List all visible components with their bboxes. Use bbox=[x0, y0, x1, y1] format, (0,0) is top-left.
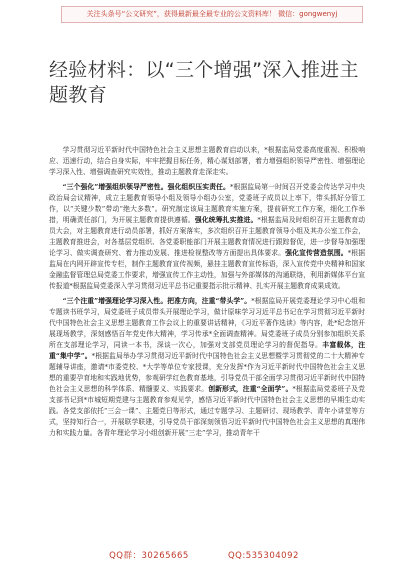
paragraph-2-lead-2: 丰富载体，注重“集中学”。 bbox=[49, 341, 366, 360]
article-title: 经验材料：以“三个增强”深入推进主题教育 bbox=[49, 59, 359, 106]
paragraph-1-body-2: *根据监局及时组织召开主题教育动员大会，对主题教育进行动员部署，抓好方案落实，多次组织召开主题教育领导小组及其办公室工作会，主题教育推进会，对各基层党组织、各党委职能部门开展主题教育情况进行跟踪督促，进一步督导加强理论学习、做实调查研究、着力推动发展、推进检视整改等方面提出具体要求。 bbox=[49, 216, 366, 257]
qq-group: QQ群：30265665 bbox=[109, 551, 189, 561]
contact-footer bbox=[0, 549, 408, 561]
qq-contact: QQ:535304092 bbox=[227, 551, 299, 561]
paragraph-2 bbox=[49, 296, 365, 439]
article-body bbox=[49, 145, 365, 443]
paragraph-1 bbox=[49, 182, 365, 292]
paragraph-1-lead-3: 强化宣传营造氛围。 bbox=[285, 249, 348, 257]
paragraph-1-body-3: *根据监局在内网开辟宣传专栏，制作主题教育宣传视频，悬挂主题教育宣传标语，深入宣传党中央精神和国家金融监督管理总局党委工作要求，增强宣传工作主动性，加强与外部媒体的沟通联络，利用新媒体平台宣传报道*根据监局党委深入学习贯彻习近平总书记重要指示批示精神、扎实开展主题教育成果成效。 bbox=[49, 249, 366, 290]
intro-paragraph: 学习贯彻习近平新时代中国特色社会主义思想主题教育启动以来，*根据监局党委高度重视、积极响应、迅速行动，结合自身实际，牢牢把握目标任务，精心谋划部署，着力增强组织领导严密性、增强理论学习深入性、增强调查研究实效性，推动主题教育走深走实。 bbox=[49, 146, 365, 176]
paragraph-2-body-2: *根据监局举办学习贯彻习近平新时代中国特色社会主义思想暨学习贯彻党的二十大精神专题辅导讲座，邀请*市委党校、*大学等单位专家授课，充分发挥*作为习近平新时代中国特色社会主义思想的重要孕育地和实践地优势，参观研学红色教育基地，引导党员干部全面学习贯彻习近平新时代中国特色社会主义思想的科学体系、精髓要义、实践要求。 bbox=[49, 352, 365, 393]
paragraph-2-lead-3: 创新形式，注重“全面学”。 bbox=[208, 385, 293, 393]
promo-banner: 关注头条号“公文研究”，获得最新最全最专业的公文资料库！ 微信：gongwenyj bbox=[61, 6, 363, 23]
paragraph-2-body: *根据监局开展党委理论学习中心组和专题读书班学习，局党委班子成员带头开展理论学习，做计原味学习习近平总书记在学习贯彻习近平新时代中国特色社会主义思想主题教育工作会议上的重要讲话精神，《习近平著作选读》等内容，赴*纪念馆开展现场教学，深刻感悟百年党史伟大精神，学习传承*全面调查精神。局党委班子成员分别参加组织关系所在支部理论学习，同读一本书，深谈一次心，加强对支部党员理论学习的督促指导。 bbox=[49, 297, 366, 349]
paragraph-1-lead: “三个强化”增强组织领导严密性。强化组织压实责任。 bbox=[62, 183, 230, 191]
paragraph-1-lead-2: 强化统筹扎实推进。 bbox=[194, 216, 258, 224]
paragraph-1-body: *根据监局第一时间召开党委会传达学习中央政治局会议精神，成立主题教育领导小组及领导小组办公室，党委班子成员以上率下，带头抓好分管工作，以“关键少数”带动“绝大多数”。研究制定该局主题教育实施方案，提前研究工作方案，细化工作举措，明确责任部门，为开展主题教育提供遵循。 bbox=[49, 183, 365, 224]
paragraph-2-body-3: *根据监局党委班子及党支部书记到*市城短期党建与主题教育参观见学，感悟习近平新时代中国特色社会主义思想的早期生动实践。各党支部依托“三会一课”、主题党日等形式，通过专题学习、主题研讨、现场教学、青年小讲堂等方式，坚持知行合一，开展联学联建，引导党员干部深刻领悟习近平新时代中国特色社会主义思想的真理伟力和实践力量。各青年理论学习小组创新开展“三走”学习，推动青年干 bbox=[49, 385, 365, 437]
paragraph-2-lead: “三个注重”增强理论学习深入性。把准方向，注重“带头学”。 bbox=[62, 297, 252, 305]
